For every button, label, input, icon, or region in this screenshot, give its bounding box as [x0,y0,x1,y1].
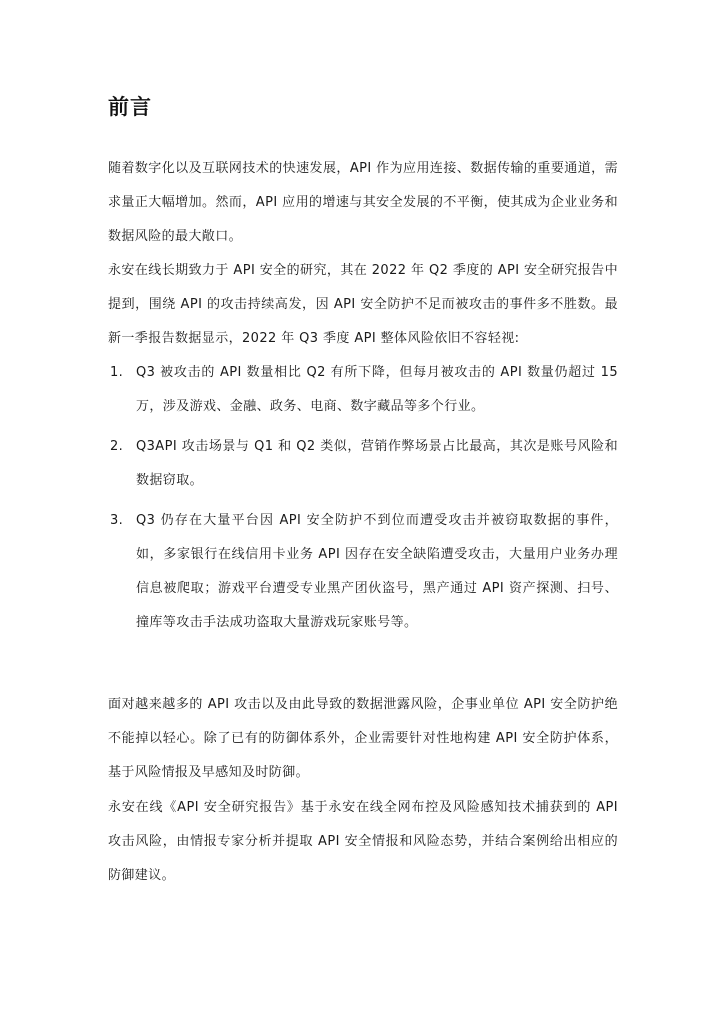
list-item-number: 1. [110,365,124,380]
page-title: 前言 [108,95,152,119]
findings-list [108,356,618,646]
intro-paragraph: 随着数字化以及互联网技术的快速发展，API 作为应用连接、数据传输的重要通道，需求量正大幅增加。然而，API 应用的增速与其安全发展的不平衡，使其成为企业业务和数据风险的最大敞口。 [108,161,618,244]
list-item [108,504,618,640]
list-item-number: 3. [110,513,124,528]
list-item [108,430,618,498]
list-item [108,356,618,424]
list-item-text: Q3 仍存在大量平台因 API 安全防护不到位而遭受攻击并被窃取数据的事件，如，多家银行在线信用卡业务 API 因存在安全缺陷遭受攻击，大量用户业务办理信息被爬取；游戏平台遭受专业黑产团伙盗号，黑产通过 API 资产探测、扫号、撞库等攻击手法成功盗取大量游戏玩家账号等。 [136,513,618,630]
list-item-text: Q3 被攻击的 API 数量相比 Q2 有所下降，但每月被攻击的 API 数量仍超过 15 万，涉及游戏、金融、政务、电商、数字藏品等多个行业。 [136,365,618,414]
defense-paragraph: 面对越来越多的 API 攻击以及由此导致的数据泄露风险，企事业单位 API 安全防护绝不能掉以轻心。除了已有的防御体系外，企业需要针对性地构建 API 安全防护体系，基于风险情报及早感知及时防御。 [108,697,618,780]
research-paragraph: 永安在线长期致力于 API 安全的研究，其在 2022 年 Q2 季度的 API 安全研究报告中提到，围绕 API 的攻击持续高发，因 API 安全防护不足而被攻击的事件多不胜数。最新一季报告数据显示，2022 年 Q3 季度 API 整体风险依旧不容轻视: [108,263,618,346]
list-item-text: Q3API 攻击场景与 Q1 和 Q2 类似，营销作弊场景占比最高，其次是账号风险和数据窃取。 [136,439,618,488]
list-item-number: 2. [110,439,124,454]
report-summary-paragraph: 永安在线《API 安全研究报告》基于永安在线全网布控及风险感知技术捕获到的 API 攻击风险，由情报专家分析并提取 API 安全情报和风险态势，并结合案例给出相应的防御建议。 [108,800,618,883]
